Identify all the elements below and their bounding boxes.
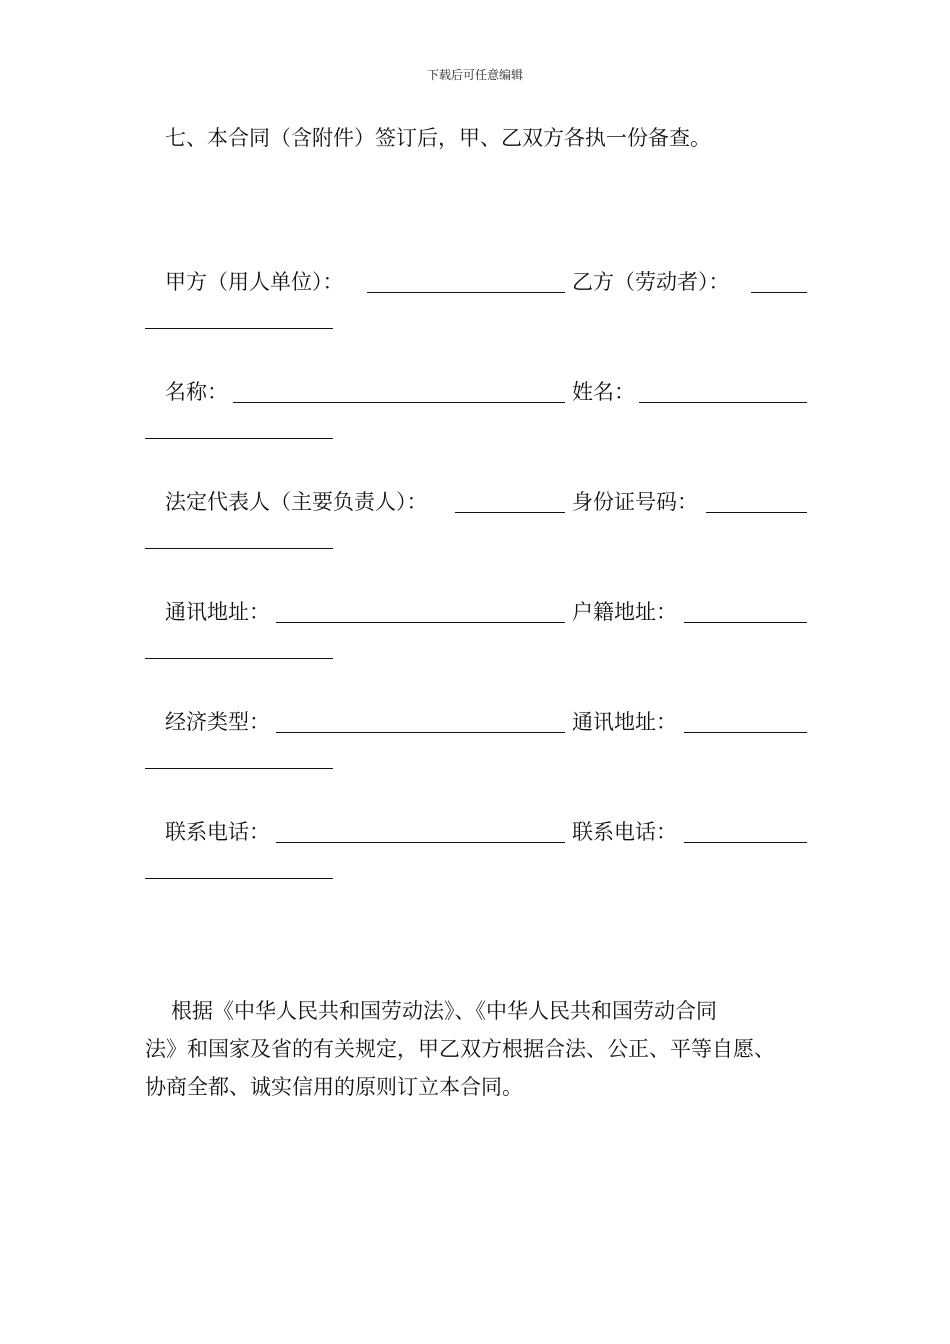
- company-phone-blank[interactable]: [276, 818, 565, 843]
- person-name-label: 姓名：: [572, 380, 635, 404]
- id-number-label: 身份证号码：: [572, 490, 698, 514]
- employee-address-blank-continued[interactable]: [145, 744, 333, 769]
- company-name-blank[interactable]: [233, 378, 565, 403]
- representative-row: [165, 488, 807, 516]
- party-row: [165, 268, 807, 296]
- employee-phone-blank-continued[interactable]: [145, 854, 333, 879]
- party-a-label: 甲方（用人单位）：: [165, 270, 344, 294]
- party-b-label: 乙方（劳动者）：: [572, 270, 730, 294]
- employee-address-blank[interactable]: [684, 708, 807, 733]
- page-header-note: 下载后可任意编辑: [426, 68, 523, 82]
- preamble-line-1: 根据《中华人民共和国劳动法》、《中华人民共和国劳动合同: [171, 999, 717, 1023]
- clause-seven: 七、本合同（含附件）签订后，甲、乙双方各执一份备查。: [165, 126, 711, 150]
- name-row: [165, 378, 807, 406]
- id-number-blank-continued[interactable]: [145, 524, 333, 549]
- party-b-blank-continued[interactable]: [145, 304, 333, 329]
- company-name-label: 名称：: [165, 380, 228, 404]
- company-address-label: 通讯地址：: [165, 600, 270, 624]
- preamble-line-2: 法》和国家及省的有关规定，甲乙双方根据合法、公正、平等自愿、: [145, 1037, 775, 1061]
- legal-representative-label: 法定代表人（主要负责人）：: [165, 490, 428, 514]
- person-name-blank[interactable]: [639, 378, 807, 403]
- preamble-paragraph: [145, 992, 835, 1106]
- legal-representative-blank[interactable]: [455, 488, 565, 513]
- company-phone-label: 联系电话：: [165, 820, 270, 844]
- economic-type-label: 经济类型：: [165, 710, 270, 734]
- household-address-label: 户籍地址：: [572, 600, 677, 624]
- party-b-blank[interactable]: [751, 268, 807, 293]
- employee-phone-blank[interactable]: [684, 818, 807, 843]
- employee-phone-label: 联系电话：: [572, 820, 677, 844]
- household-address-blank-continued[interactable]: [145, 634, 333, 659]
- economic-type-row: [165, 708, 807, 736]
- person-name-blank-continued[interactable]: [145, 414, 333, 439]
- address-row: [165, 598, 807, 626]
- party-a-blank[interactable]: [367, 268, 565, 293]
- id-number-blank[interactable]: [706, 488, 807, 513]
- employee-address-label: 通讯地址：: [572, 710, 677, 734]
- phone-row: [165, 818, 807, 846]
- economic-type-blank[interactable]: [276, 708, 565, 733]
- preamble-line-3: 协商全都、诚实信用的原则订立本合同。: [145, 1075, 523, 1099]
- company-address-blank[interactable]: [276, 598, 565, 623]
- household-address-blank[interactable]: [684, 598, 807, 623]
